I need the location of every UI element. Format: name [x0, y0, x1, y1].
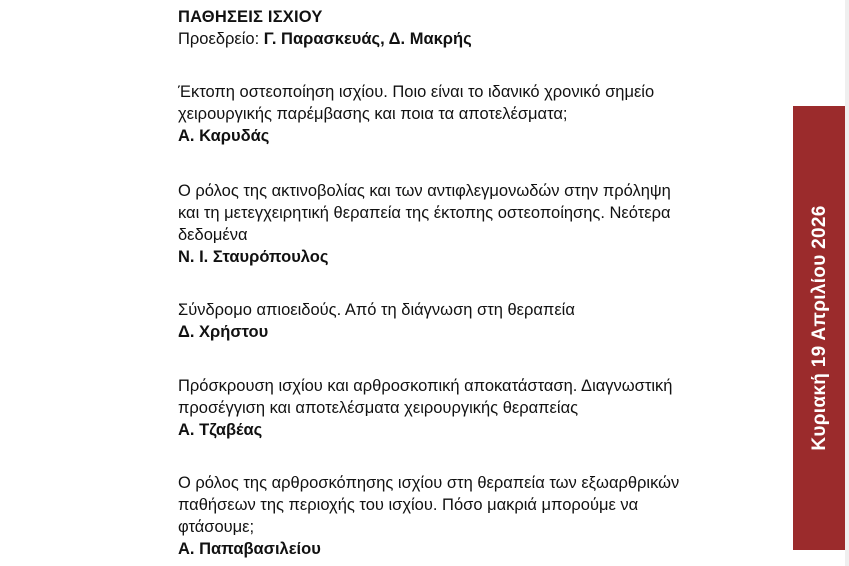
talk-speaker: Α. Παπαβασιλείου [178, 540, 321, 558]
talk-title-line: δεδομένα [178, 226, 248, 244]
session-title: ΠΑΘΗΣΕΙΣ ΙΣΧΙΟΥ [178, 8, 323, 26]
talk-speaker: Α. Τζαβέας [178, 421, 263, 439]
session-chairs [178, 28, 768, 50]
talk-title-line: Έκτοπη οστεοποίηση ισχίου. Ποιο είναι το ιδανικό χρονικό σημείο [178, 83, 655, 101]
talk-title-line: Ο ρόλος της αρθροσκόπησης ισχίου στη θεραπεία των εξωαρθρικών [178, 474, 680, 492]
talk-speaker: Ν. Ι. Σταυρόπουλος [178, 248, 329, 266]
talk-title-line: Σύνδρομο απιοειδούς. Από τη διάγνωση στη θεραπεία [178, 301, 575, 319]
date-side-tab-label: Κυριακή 19 Απριλίου 2026 [808, 205, 830, 451]
talk-item [178, 299, 768, 343]
chairs-label: Προεδρείο: [178, 30, 260, 48]
talk-item [178, 375, 768, 441]
talk-title-line: φτάσουμε; [178, 518, 255, 536]
talk-speaker: Δ. Χρήστου [178, 323, 269, 341]
talk-title-line: προσέγγιση και αποτελέσματα χειρουργικής θεραπείας [178, 399, 579, 417]
talk-title-line: Πρόσκρουση ισχίου και αρθροσκοπική αποκατάσταση. Διαγνωστική [178, 377, 673, 395]
talk-title-line: Ο ρόλος της ακτινοβολίας και των αντιφλεγμονωδών στην πρόληψη [178, 182, 671, 200]
chairs-names: Γ. Παρασκευάς, Δ. Μακρής [263, 30, 472, 48]
talk-item [178, 472, 768, 560]
session-content [178, 6, 768, 560]
talk-speaker: Α. Καρυδάς [178, 127, 270, 145]
page-edge-divider [845, 0, 849, 566]
talk-item [178, 180, 768, 268]
talk-title-line: χειρουργικής παρέμβασης και ποια τα αποτελέσματα; [178, 105, 568, 123]
date-side-tab [793, 106, 846, 550]
talk-item [178, 81, 768, 147]
talk-title-line: παθήσεων της περιοχής του ισχίου. Πόσο μακριά μπορούμε να [178, 496, 639, 514]
talk-title-line: και τη μετεγχειρητική θεραπεία της έκτοπης οστεοποίησης. Νεότερα [178, 204, 671, 222]
